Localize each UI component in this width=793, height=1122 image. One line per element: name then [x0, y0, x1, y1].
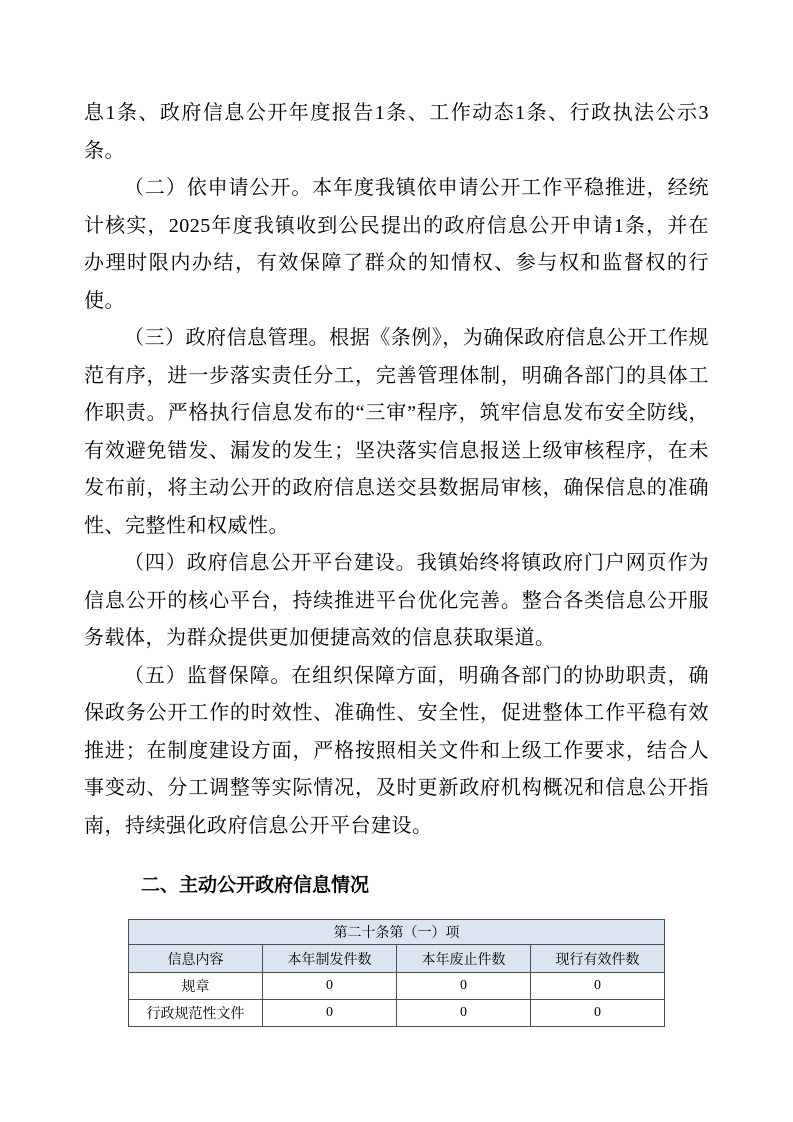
paragraph-information-management: （三）政府信息管理。根据《条例》，为确保政府信息公开工作规范有序，进一步落实责任分工，完善管理体制，明确各部门的具体工作职责。严格执行信息发布的“三审”程序，筑牢信息发布安全防线，有效避免错发、漏发的发生；坚决落实信息报送上级审核程序，在未发布前，将主动公开的政府信息送交县数据局审核，确保信息的准确性、完整性和权威性。 [84, 327, 709, 537]
table-cell: 0 [397, 1000, 531, 1027]
table-row-normative-documents [129, 1000, 665, 1027]
table-row-regulations [129, 973, 665, 1000]
row-label: 规章 [129, 973, 263, 1000]
table-cell: 0 [263, 973, 397, 1000]
table-title-row [129, 920, 665, 945]
table-cell: 0 [531, 1000, 665, 1027]
table-cell: 0 [263, 1000, 397, 1027]
table-cell: 0 [531, 973, 665, 1000]
row-label: 行政规范性文件 [129, 1000, 263, 1027]
column-header-effective: 现行有效件数 [531, 945, 665, 973]
paragraph-application-disclosure: （二）依申请公开。本年度我镇依申请公开工作平稳推进，经统计核实，2025年度我镇收到公民提出的政府信息公开申请1条，并在办理时限内办结，有效保障了群众的知情权、参与权和监督权的行使。 [84, 177, 709, 312]
paragraph-supervision-guarantee: （五）监督保障。在组织保障方面，明确各部门的协助职责，确保政务公开工作的时效性、准确性、安全性，促进整体工作平稳有效推进；在制度建设方面，严格按照相关文件和上级工作要求，结合人事变动、分工调整等实际情况，及时更新政府机构概况和信息公开指南，持续强化政府信息公开平台建设。 [84, 664, 709, 837]
statistics-table [128, 919, 665, 1027]
column-header-repealed: 本年废止件数 [397, 945, 531, 973]
paragraph-continuation: 息1条、政府信息公开年度报告1条、工作动态1条、行政执法公示3条。 [84, 102, 709, 162]
table-header-row [129, 945, 665, 973]
table-title: 第二十条第（一）项 [129, 920, 665, 945]
table-cell: 0 [397, 973, 531, 1000]
section-heading: 二、主动公开政府信息情况 [141, 875, 370, 896]
column-header-content: 信息内容 [129, 945, 263, 973]
column-header-issued: 本年制发件数 [263, 945, 397, 973]
document-body [84, 95, 709, 845]
paragraph-platform-construction: （四）政府信息公开平台建设。我镇始终将镇政府门户网页作为信息公开的核心平台，持续推进平台优化完善。整合各类信息公开服务载体，为群众提供更加便捷高效的信息获取渠道。 [84, 552, 709, 649]
